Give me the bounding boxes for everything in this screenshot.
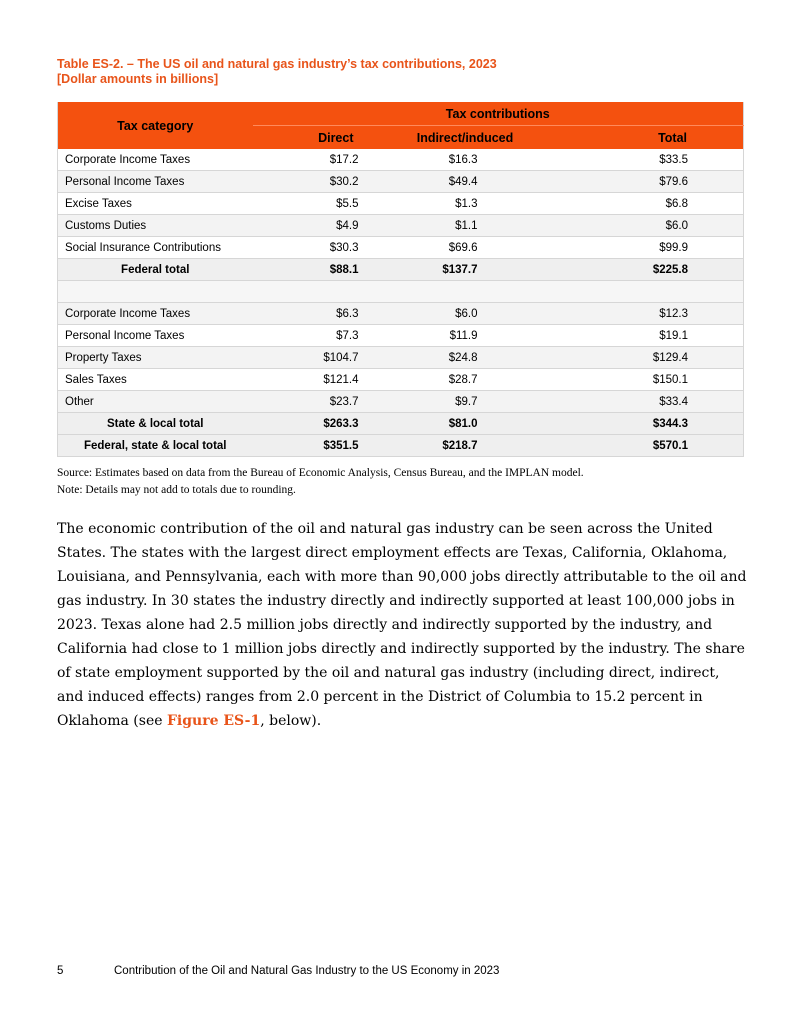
cell-total: $570.1: [563, 435, 744, 457]
cell-direct: $351.5: [253, 435, 368, 457]
grand-total-row: [58, 435, 744, 457]
cell-total: $12.3: [563, 303, 744, 325]
header-indirect-induced: Indirect/induced: [368, 126, 563, 150]
row-label: Federal total: [58, 259, 253, 281]
table-row: [58, 215, 744, 237]
cell-direct: $30.3: [253, 237, 368, 259]
tax-contributions-table: [57, 102, 744, 457]
cell-indirect: $69.6: [368, 237, 563, 259]
table-row: [58, 149, 744, 171]
cell-indirect: $49.4: [368, 171, 563, 193]
row-label: Other: [58, 391, 253, 413]
federal-total-row: [58, 259, 744, 281]
page-number: 5: [57, 965, 64, 977]
cell-direct: $5.5: [253, 193, 368, 215]
cell-total: $129.4: [563, 347, 744, 369]
table-caption: [57, 57, 747, 87]
cell-total: $33.5: [563, 149, 744, 171]
cell-indirect: $24.8: [368, 347, 563, 369]
footer-title: Contribution of the Oil and Natural Gas Industry to the US Economy in 2023: [114, 965, 500, 977]
cell-direct: $17.2: [253, 149, 368, 171]
header-tax-category: Tax category: [58, 102, 253, 149]
cell-direct: $7.3: [253, 325, 368, 347]
cell-total: $150.1: [563, 369, 744, 391]
row-label: Personal Income Taxes: [58, 325, 253, 347]
cell-total: $33.4: [563, 391, 744, 413]
cell-indirect: $218.7: [368, 435, 563, 457]
table-row: [58, 303, 744, 325]
row-label: Excise Taxes: [58, 193, 253, 215]
header-direct: Direct: [253, 126, 368, 150]
cell-indirect: $1.1: [368, 215, 563, 237]
row-label: Corporate Income Taxes: [58, 149, 253, 171]
body-text-before: The economic contribution of the oil and natural gas industry can be seen across the United States. The states with the largest direct employment effects are Texas, California, Oklahoma, Louisiana, and Pennsylvania, each with more than 90,000 jobs directly attributable to the oil and gas industry. In 30 states the industry directly and indirectly supported at least 100,000 jobs in 2023. Texas alone had 2.5 million jobs directly and indirectly supported by the industry, and California had close to 1 million jobs directly and indirectly supported by the industry. The share of state employment supported by the oil and natural gas industry (including direct, indirect, and induced effects) ranges from 2.0 percent in the District of Columbia to 15.2 percent in Oklahoma (see: [57, 521, 747, 729]
cell-total: $6.8: [563, 193, 744, 215]
cell-indirect: $137.7: [368, 259, 563, 281]
row-label: Corporate Income Taxes: [58, 303, 253, 325]
cell-indirect: $16.3: [368, 149, 563, 171]
header-total: Total: [563, 126, 744, 150]
row-label: Property Taxes: [58, 347, 253, 369]
cell-indirect: $11.9: [368, 325, 563, 347]
row-label: Sales Taxes: [58, 369, 253, 391]
cell-direct: $121.4: [253, 369, 368, 391]
cell-direct: $6.3: [253, 303, 368, 325]
cell-total: $225.8: [563, 259, 744, 281]
row-label: Federal, state & local total: [58, 435, 253, 457]
row-label: State & local total: [58, 413, 253, 435]
cell-direct: $23.7: [253, 391, 368, 413]
table-row: [58, 369, 744, 391]
cell-indirect: $28.7: [368, 369, 563, 391]
table-row: [58, 391, 744, 413]
cell-direct: $263.3: [253, 413, 368, 435]
table-row: [58, 237, 744, 259]
cell-direct: $4.9: [253, 215, 368, 237]
source-note: Source: Estimates based on data from the Bureau of Economic Analysis, Census Bureau, and the IMPLAN model.: [57, 467, 584, 479]
table-row: [58, 171, 744, 193]
cell-indirect: $1.3: [368, 193, 563, 215]
table-title: Table ES-2. – The US oil and natural gas industry’s tax contributions, 2023: [57, 57, 497, 71]
cell-indirect: $6.0: [368, 303, 563, 325]
cell-direct: $104.7: [253, 347, 368, 369]
cell-total: $6.0: [563, 215, 744, 237]
cell-total: $79.6: [563, 171, 744, 193]
cell-total: $344.3: [563, 413, 744, 435]
cell-direct: $88.1: [253, 259, 368, 281]
spacer-row: [58, 281, 744, 303]
cell-direct: $30.2: [253, 171, 368, 193]
header-tax-contributions: Tax contributions: [253, 102, 744, 126]
body-text-after: , below).: [260, 713, 322, 729]
figure-es1-link[interactable]: Figure ES-1: [166, 713, 261, 729]
table-subtitle: [Dollar amounts in billions]: [57, 72, 219, 86]
cell-indirect: $81.0: [368, 413, 563, 435]
table-notes: [57, 465, 747, 499]
row-label: Customs Duties: [58, 215, 253, 237]
table-row: [58, 193, 744, 215]
table-row: [58, 325, 744, 347]
rounding-note: Note: Details may not add to totals due to rounding.: [57, 484, 296, 496]
cell-indirect: $9.7: [368, 391, 563, 413]
row-label: Social Insurance Contributions: [58, 237, 253, 259]
table-row: [58, 347, 744, 369]
row-label: Personal Income Taxes: [58, 171, 253, 193]
cell-total: $99.9: [563, 237, 744, 259]
state-local-total-row: [58, 413, 744, 435]
body-paragraph: [57, 517, 747, 733]
cell-total: $19.1: [563, 325, 744, 347]
